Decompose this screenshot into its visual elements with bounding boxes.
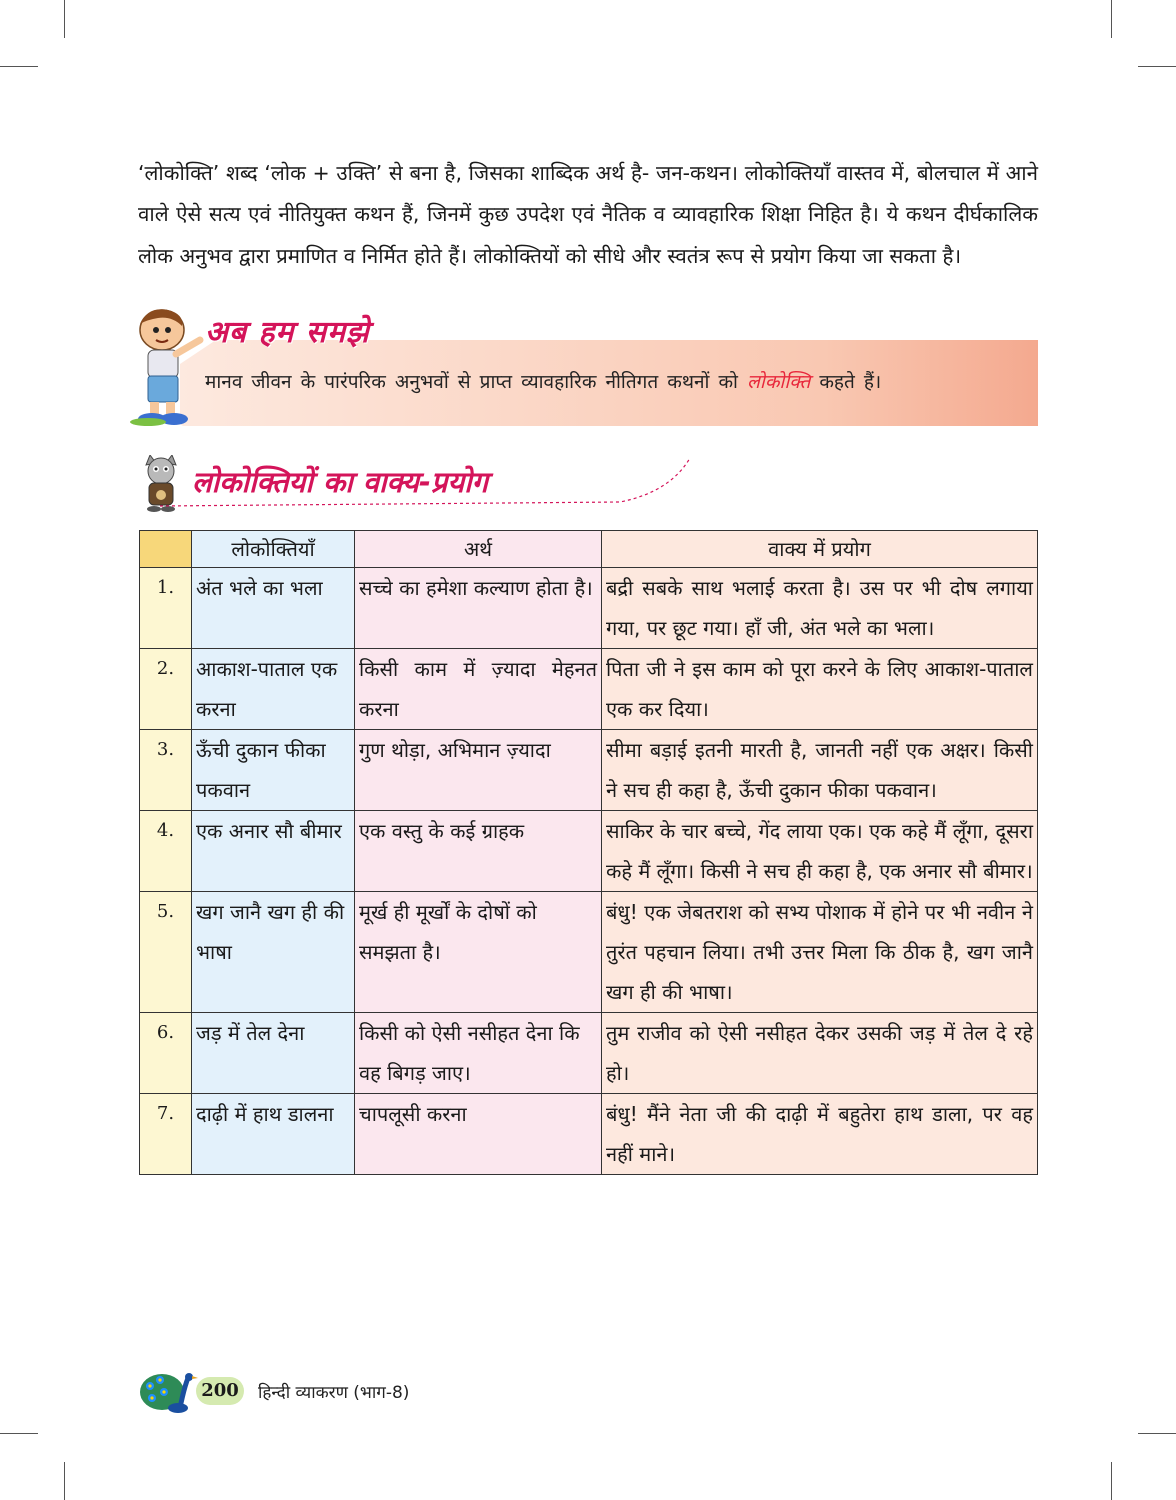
peacock-icon <box>140 1368 202 1416</box>
row-number: 1. <box>140 568 192 649</box>
header-usage: वाक्य में प्रयोग <box>602 531 1038 568</box>
definition-text <box>205 368 1035 394</box>
samjhe-heading: अब हम समझे <box>205 315 370 350</box>
header-meaning: अर्थ <box>355 531 602 568</box>
usage-cell: बंधु! एक जेबतराश को सभ्य पोशाक में होने पर भी नवीन ने तुरंत पहचान लिया। तभी उत्तर मिला कि ठीक है, खग जानै खग ही की भाषा। <box>602 892 1038 1013</box>
crop-mark <box>64 1462 65 1500</box>
definition-text-before: मानव जीवन के पारंपरिक अनुभवों से प्राप्त व्यावहारिक नीतिगत कथनों को <box>205 371 738 393</box>
row-number: 5. <box>140 892 192 1013</box>
crop-mark <box>1138 1433 1176 1434</box>
crop-mark <box>0 1433 38 1434</box>
meaning-cell: गुण थोड़ा, अभिमान ज़्यादा <box>355 730 602 811</box>
usage-cell: बद्री सबके साथ भलाई करता है। उस पर भी दोष लगाया गया, पर छूट गया। हाँ जी, अंत भले का भला। <box>602 568 1038 649</box>
section-title: लोकोक्तियों का वाक्य-प्रयोग <box>192 465 489 499</box>
definition-highlight: लोकोक्ति <box>747 371 811 393</box>
header-number <box>140 531 192 568</box>
table-row <box>140 730 1038 811</box>
meaning-cell: सच्चे का हमेशा कल्याण होता है। <box>355 568 602 649</box>
proverb-cell: खग जानै खग ही की भाषा <box>192 892 355 1013</box>
header-proverb: लोकोक्तियाँ <box>192 531 355 568</box>
usage-cell: पिता जी ने इस काम को पूरा करने के लिए आकाश-पाताल एक कर दिया। <box>602 649 1038 730</box>
proverb-cell: अंत भले का भला <box>192 568 355 649</box>
definition-text-after: कहते हैं। <box>819 371 882 393</box>
crop-mark <box>64 0 65 38</box>
meaning-cell: किसी काम में ज़्यादा मेहनत करना <box>355 649 602 730</box>
crop-mark <box>1138 66 1176 67</box>
meaning-cell: मूर्ख ही मूर्खों के दोषों को समझता है। <box>355 892 602 1013</box>
proverb-cell: दाढ़ी में हाथ डालना <box>192 1094 355 1175</box>
usage-cell: बंधु! मैंने नेता जी की दाढ़ी में बहुतेरा हाथ डाला, पर वह नहीं माने। <box>602 1094 1038 1175</box>
proverb-cell: आकाश-पाताल एक करना <box>192 649 355 730</box>
crop-mark <box>1111 1462 1112 1500</box>
usage-cell: तुम राजीव को ऐसी नसीहत देकर उसकी जड़ में तेल दे रहे हो। <box>602 1013 1038 1094</box>
intro-paragraph: ‘लोकोक्ति’ शब्द ‘लोक + उक्ति’ से बना है, जिसका शाब्दिक अर्थ है- जन-कथन। लोकोक्तियाँ वास्तव में, बोलचाल में आने वाले ऐसे सत्य एवं नीतियुक्त कथन हैं, जिनमें कुछ उपदेश एवं नैतिक व व्यावहारिक शिक्षा निहित है। ये कथन दीर्घकालिक लोक अनुभव द्वारा प्रमाणित व निर्मित होते हैं। लोकोक्तियों को सीधे और स्वतंत्र रूप से प्रयोग किया जा सकता है। <box>138 160 1038 268</box>
crop-mark <box>1111 0 1112 38</box>
table-row <box>140 811 1038 892</box>
row-number: 7. <box>140 1094 192 1175</box>
page-number: 200 <box>196 1377 244 1405</box>
cartoon-boy-icon <box>128 306 208 428</box>
crop-mark <box>0 66 38 67</box>
row-number: 4. <box>140 811 192 892</box>
meaning-cell: एक वस्तु के कई ग्राहक <box>355 811 602 892</box>
usage-cell: सीमा बड़ाई इतनी मारती है, जानती नहीं एक अक्षर। किसी ने सच ही कहा है, ऊँची दुकान फीका पकवान। <box>602 730 1038 811</box>
book-title: हिन्दी व्याकरण (भाग-8) <box>258 1383 410 1403</box>
meaning-cell: चापलूसी करना <box>355 1094 602 1175</box>
proverb-cell: एक अनार सौ बीमार <box>192 811 355 892</box>
table-row <box>140 1013 1038 1094</box>
proverb-cell: जड़ में तेल देना <box>192 1013 355 1094</box>
row-number: 2. <box>140 649 192 730</box>
proverbs-table <box>139 530 1038 1175</box>
row-number: 3. <box>140 730 192 811</box>
proverb-cell: ऊँची दुकान फीका पकवान <box>192 730 355 811</box>
table-row <box>140 568 1038 649</box>
table-row <box>140 892 1038 1013</box>
meaning-cell: किसी को ऐसी नसीहत देना कि वह बिगड़ जाए। <box>355 1013 602 1094</box>
table-row <box>140 1094 1038 1175</box>
table-row <box>140 649 1038 730</box>
usage-cell: साकिर के चार बच्चे, गेंद लाया एक। एक कहे मैं लूँगा, दूसरा कहे मैं लूँगा। किसी ने सच ही कहा है, एक अनार सौ बीमार। <box>602 811 1038 892</box>
table-header-row <box>140 531 1038 568</box>
row-number: 6. <box>140 1013 192 1094</box>
